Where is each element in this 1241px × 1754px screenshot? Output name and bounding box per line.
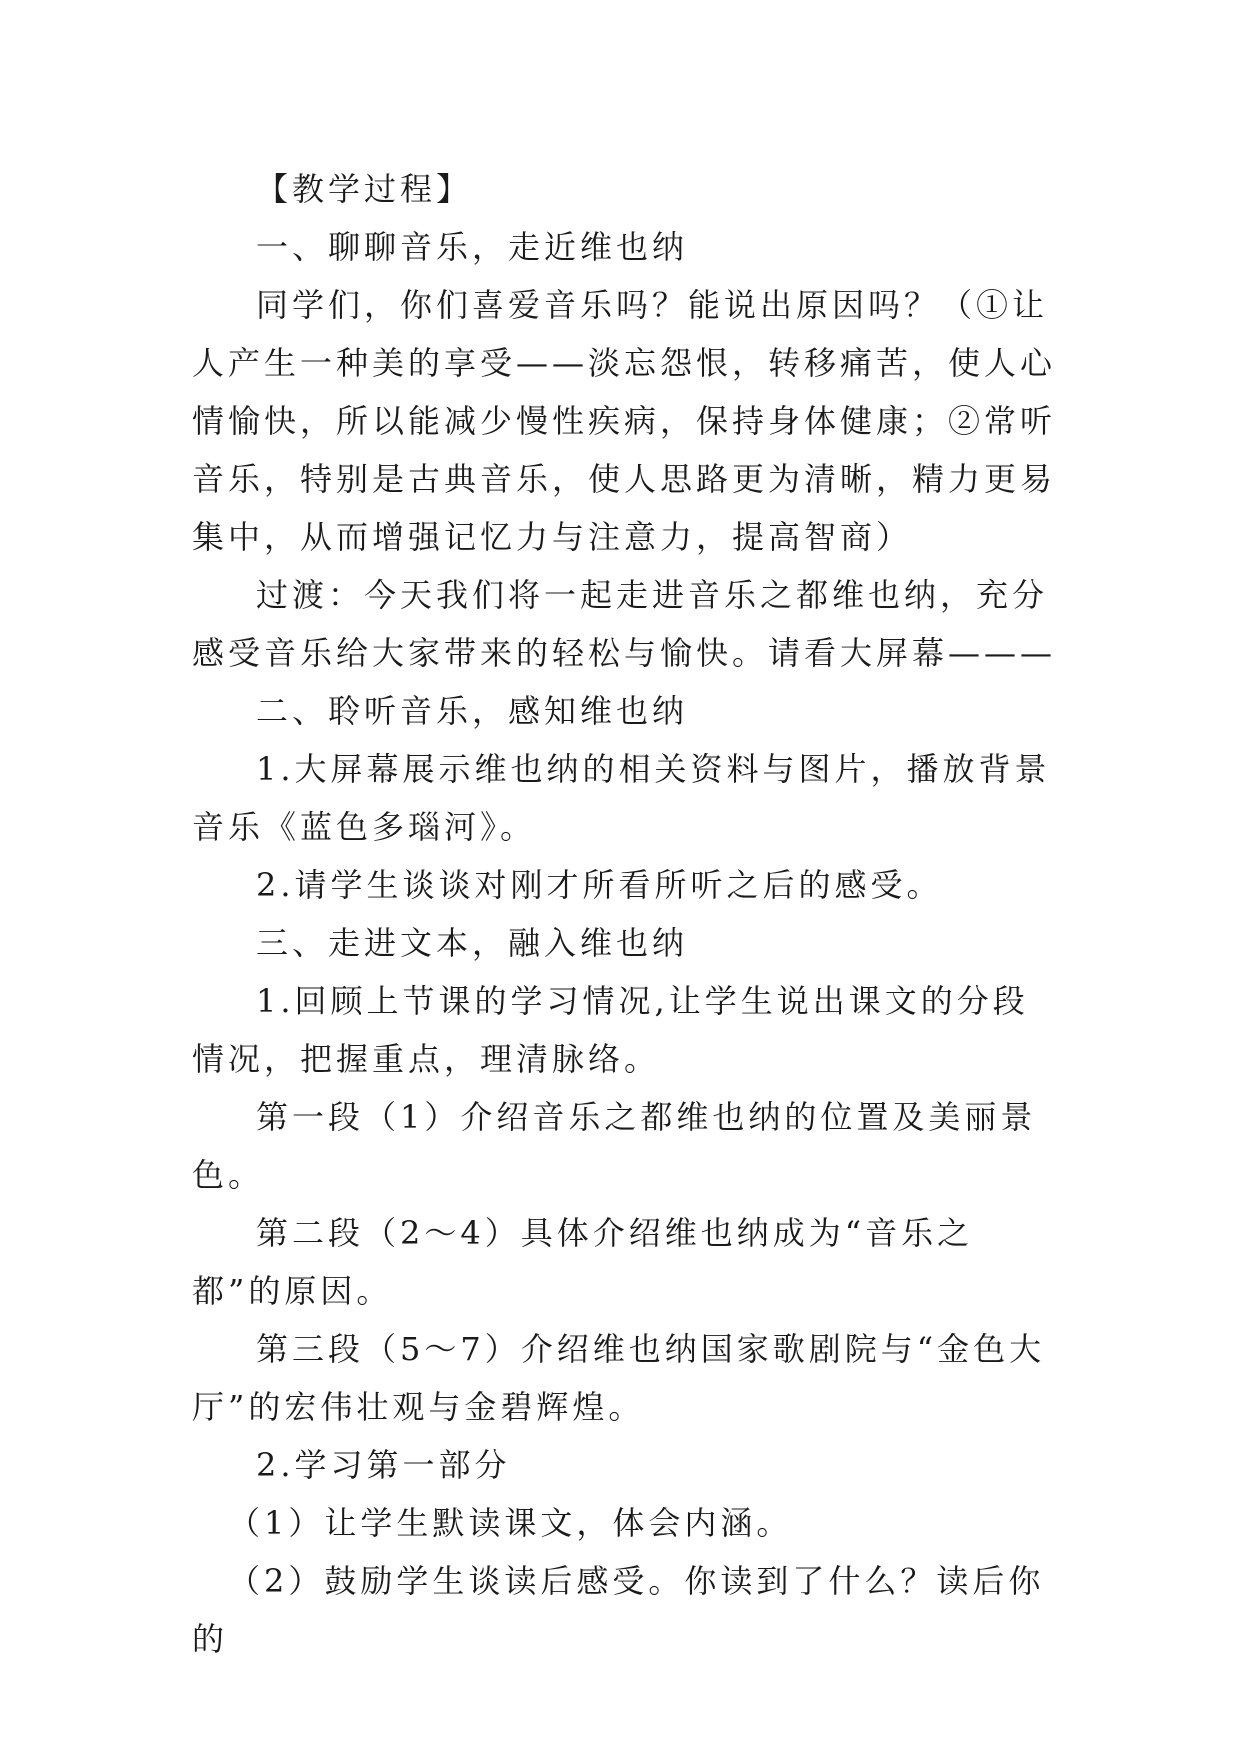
paragraph-part-two: 第二段（2～4）具体介绍维也纳成为“音乐之都”的原因。 — [192, 1214, 974, 1310]
paragraph-step-2: 2.请学生谈谈对刚才所看所听之后的感受。 — [256, 866, 943, 904]
paragraph-silent-reading: （1）让学生默读课文，体会内涵。 — [228, 1504, 793, 1542]
section-heading-teaching-process: 【教学过程】 — [256, 170, 473, 208]
paragraph-step-1: 1.大屏幕展示维也纳的相关资料与图片，播放背景音乐《蓝色多瑙河》。 — [192, 750, 1051, 846]
section-heading-1: 一、聊聊音乐，走近维也纳 — [256, 228, 689, 266]
paragraph-study-part-one: 2.学习第一部分 — [256, 1446, 511, 1484]
paragraph-part-one: 第一段（1）介绍音乐之都维也纳的位置及美丽景色。 — [192, 1098, 1037, 1194]
paragraph-transition: 过渡：今天我们将一起走进音乐之都维也纳，充分感受音乐给大家带来的轻松与愉快。请看大屏幕——— — [192, 576, 1057, 672]
section-heading-3: 三、走进文本，融入维也纳 — [256, 924, 689, 962]
section-heading-2: 二、聆听音乐，感知维也纳 — [256, 692, 689, 730]
document-body — [192, 160, 1060, 1668]
paragraph-discuss-feelings: （2）鼓励学生谈读后感受。你读到了什么？读后你的 — [192, 1562, 1045, 1658]
paragraph-review: 1.回顾上节课的学习情况,让学生说出课文的分段情况，把握重点，理清脉络。 — [192, 982, 1029, 1078]
paragraph-part-three: 第三段（5～7）介绍维也纳国家歌剧院与“金色大厅”的宏伟壮观与金碧辉煌。 — [192, 1330, 1046, 1426]
paragraph-intro-question: 同学们，你们喜爱音乐吗？能说出原因吗？（①让人产生一种美的享受——淡忘怨恨，转移痛苦，使人心情愉快，所以能减少慢性疾病，保持身体健康；②常听音乐，特别是古典音乐，使人思路更为清晰，精力更易集中，从而增强记忆力与注意力，提高智商） — [192, 286, 1057, 556]
